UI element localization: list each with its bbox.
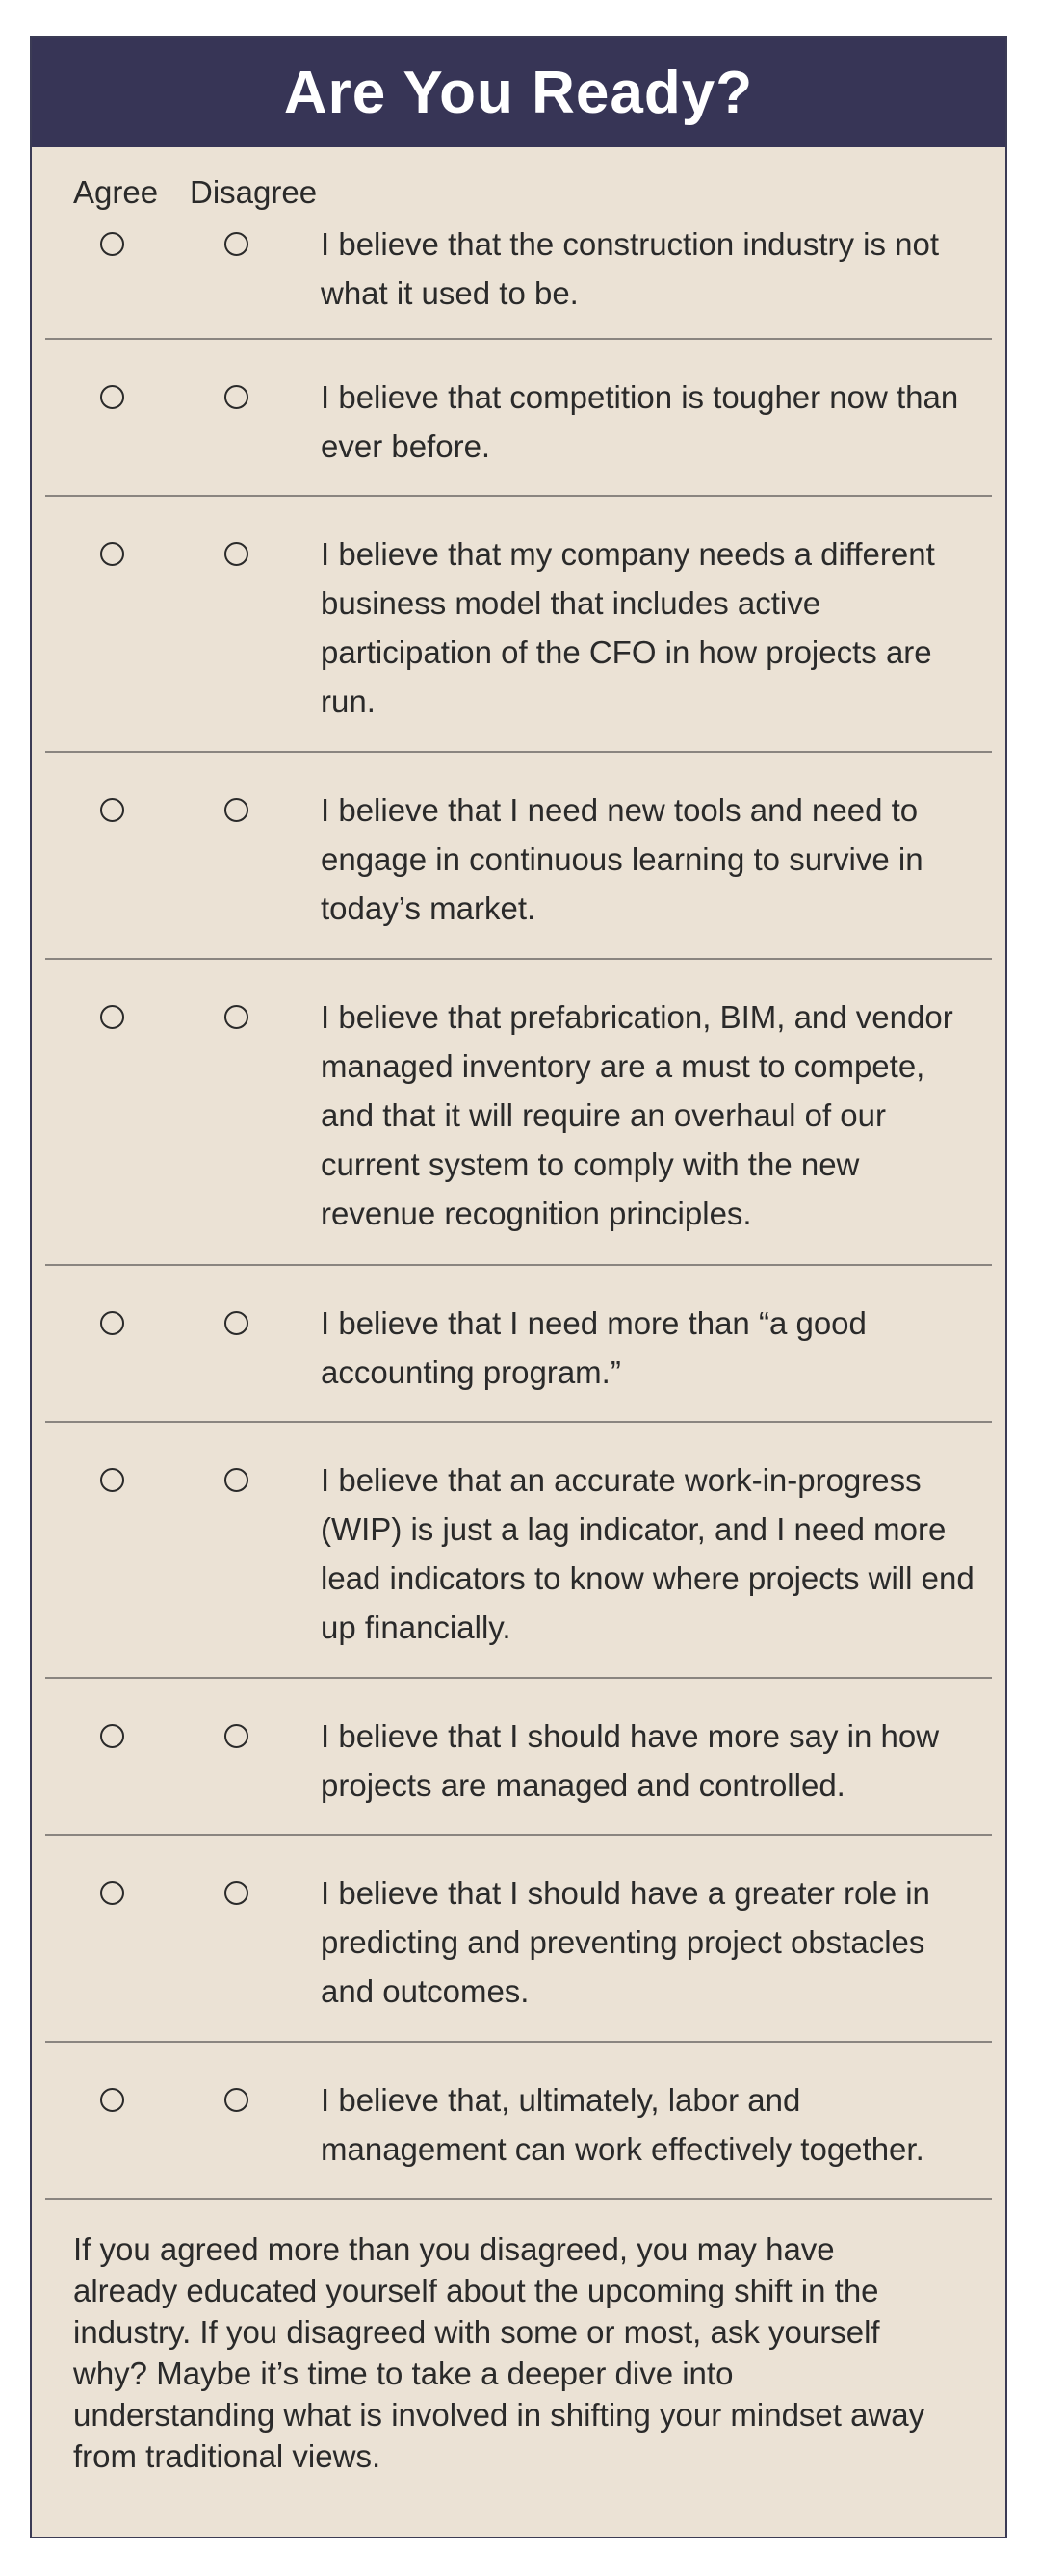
- disagree-radio-1[interactable]: [224, 232, 248, 256]
- agree-radio-10[interactable]: [100, 2088, 124, 2112]
- statement-row-9: [45, 1836, 992, 2043]
- agree-radio-9[interactable]: [100, 1881, 124, 1905]
- statement-text-9: I believe that I should have a greater role in predicting and preventing project obstacles and outcomes.: [321, 1875, 930, 2009]
- disagree-radio-2[interactable]: [224, 385, 248, 409]
- disagree-radio-9[interactable]: [224, 1881, 248, 1905]
- agree-column-label: Agree: [73, 174, 159, 210]
- disagree-radio-10[interactable]: [224, 2088, 248, 2112]
- statement-text-2: I believe that competition is tougher now than ever before.: [321, 379, 959, 464]
- agree-radio-7[interactable]: [100, 1468, 124, 1492]
- agree-radio-5[interactable]: [100, 1005, 124, 1029]
- disagree-radio-8[interactable]: [224, 1724, 248, 1748]
- agree-radio-3[interactable]: [100, 542, 124, 566]
- statement-row-5: [45, 960, 992, 1266]
- agree-radio-6[interactable]: [100, 1311, 124, 1335]
- disagree-radio-6[interactable]: [224, 1311, 248, 1335]
- summary-paragraph: If you agreed more than you disagreed, you may have already educated yourself about the upcoming shift in the industry. If you disagreed with some or most, ask yourself why? Maybe it’s time to take a deeper dive into understanding what is involved in shifting your mindset away from traditional views.: [73, 2231, 925, 2474]
- statement-text-8: I believe that I should have more say in how projects are managed and controlled.: [321, 1718, 940, 1803]
- agree-radio-8[interactable]: [100, 1724, 124, 1748]
- statement-row-1: [45, 226, 992, 340]
- statement-row-2: [45, 340, 992, 497]
- statement-text-4: I believe that I need new tools and need to engage in continuous learning to survive in today’s market.: [321, 792, 923, 926]
- statement-row-3: [45, 497, 992, 753]
- disagree-radio-3[interactable]: [224, 542, 248, 566]
- agree-radio-2[interactable]: [100, 385, 124, 409]
- agree-radio-4[interactable]: [100, 798, 124, 822]
- column-headers: [32, 147, 1005, 230]
- disagree-column-label: Disagree: [190, 174, 318, 210]
- disagree-radio-7[interactable]: [224, 1468, 248, 1492]
- quiz-card: [30, 36, 1007, 2538]
- page-title: Are You Ready?: [283, 59, 754, 126]
- disagree-radio-5[interactable]: [224, 1005, 248, 1029]
- statement-row-6: [45, 1266, 992, 1423]
- statement-text-1: I believe that the construction industry is not what it used to be.: [321, 226, 940, 311]
- statement-text-6: I believe that I need more than “a good accounting program.”: [321, 1305, 867, 1390]
- disagree-radio-4[interactable]: [224, 798, 248, 822]
- statement-text-5: I believe that prefabrication, BIM, and vendor managed inventory are a must to compete, and that it will require an overhaul of our current system to comply with the new revenue recognition principles.: [321, 999, 953, 1231]
- statement-text-7: I believe that an accurate work-in-progress (WIP) is just a lag indicator, and I need more lead indicators to know where projects will end up financially.: [321, 1462, 975, 1645]
- header-bar: [32, 38, 1005, 147]
- statement-row-10: [45, 2043, 992, 2200]
- statement-row-7: [45, 1423, 992, 1679]
- statement-row-4: [45, 753, 992, 960]
- statement-text-10: I believe that, ultimately, labor and management can work effectively together.: [321, 2082, 924, 2167]
- statement-text-3: I believe that my company needs a different business model that includes active participation of the CFO in how projects are run.: [321, 536, 935, 719]
- statement-row-8: [45, 1679, 992, 1836]
- agree-radio-1[interactable]: [100, 232, 124, 256]
